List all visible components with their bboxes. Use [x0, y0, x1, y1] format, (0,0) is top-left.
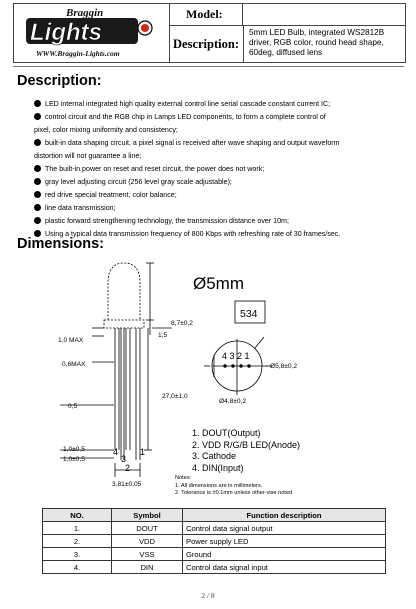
description-value: 5mm LED Bulb, integrated WS2812B driver, RGB color, round head shape, 60deg, diffused lens: [249, 28, 385, 57]
page-number: 2 / 8: [201, 591, 215, 600]
bullet-text: built-in data shaping circuit, a pixel signal is received after wave shaping and output waveform: [45, 139, 340, 147]
bullet-dot-icon: [34, 191, 41, 198]
description-bullet: [34, 98, 406, 111]
description-label: Description:: [169, 26, 244, 62]
col-header-no: NO.: [43, 509, 112, 522]
description-bullet: [34, 111, 406, 124]
description-heading: Description:: [17, 73, 102, 89]
description-bullet: [34, 163, 406, 176]
header-divider: [13, 66, 404, 67]
cell-no: 1.: [43, 522, 112, 535]
dimensions-heading: Dimensions:: [17, 236, 105, 252]
cell-function: Control data signal output: [183, 522, 386, 535]
bullet-text: plastic forward strengthening technology, the transmission distance over 10m;: [45, 217, 289, 225]
dim-zero-five: 0,5: [68, 403, 78, 410]
dim-pitch: 3,81±0,05: [112, 481, 142, 488]
notes-title: Notes:: [175, 475, 192, 481]
bullet-text: red drive special treatment, color balance;: [45, 191, 177, 199]
bullet-dot-icon: [34, 139, 41, 146]
description-row: [169, 26, 405, 62]
logo-top-text: Braggin: [66, 7, 104, 19]
description-bullet: [34, 189, 406, 202]
dim-flange: 1,5: [158, 332, 168, 339]
dim-lead-length: 27,0±1,0: [162, 393, 188, 400]
bullet-text: line data transmission;: [45, 204, 116, 212]
bullet-dot-icon: [34, 204, 41, 211]
pin-list-item: 1. DOUT(Output): [192, 428, 261, 438]
diameter-label: Ø5mm: [193, 274, 244, 293]
top-view-pin-numbers: 4 3 2 1: [222, 351, 250, 361]
description-bullet: [34, 202, 406, 215]
cell-symbol: VDD: [112, 535, 183, 548]
description-bullet: [34, 150, 406, 163]
bullet-text: gray level adjusting circuit (256 level gray scale adjustable);: [45, 178, 232, 186]
logo-url-text: WWW.Braggin-Lights.com: [36, 49, 120, 58]
bullet-text: Using a typical data transmission frequency of 800 Kbps with refreshing rate of 30 frames/sec.: [45, 230, 341, 238]
table-row: [43, 522, 386, 535]
table-header-row: [43, 509, 386, 522]
pin-label-1: 1: [140, 447, 146, 457]
table-row: [43, 548, 386, 561]
dim-pin-width-2: 1,0±0,5: [63, 456, 85, 463]
pin-list-item: 4. DIN(Input): [192, 462, 244, 473]
bullet-dot-icon: [34, 178, 41, 185]
col-header-function: Function description: [183, 509, 386, 522]
description-bullet: [34, 137, 406, 150]
dim-zero-six-max: 0,6MAX: [62, 361, 86, 368]
pin-label-4: 4: [113, 447, 119, 457]
bullet-text: distortion will not guarantee a line;: [34, 152, 142, 160]
pin-label-2: 2: [125, 463, 131, 473]
model-row: [169, 4, 405, 26]
cell-symbol: VSS: [112, 548, 183, 561]
bullet-text: pixel, color mixing uniformity and consistency;: [34, 126, 178, 134]
pin-function-table: [42, 508, 386, 574]
note-item: 1. All dimensions are in millimeters.: [175, 482, 263, 489]
bullet-dot-icon: [34, 217, 41, 224]
bullet-text: LED internal integrated high quality external control line serial cascade constant current IC;: [45, 100, 331, 108]
dim-pin-width-1: 1,0±0,5: [63, 446, 85, 453]
table-row: [43, 561, 386, 574]
logo-graphic: [14, 4, 169, 62]
notes: [175, 475, 292, 498]
note-item: 2. Tolerance is ±0.1mm unless other-vise noted: [175, 490, 293, 496]
bullet-dot-icon: [34, 113, 41, 120]
bullet-dot-icon: [34, 100, 41, 107]
col-header-symbol: Symbol: [112, 509, 183, 522]
brand-logo: [14, 4, 170, 62]
dim-outer-diameter: Ø5,8±0,2: [270, 363, 298, 370]
pin-list-item: 2. VDD R/G/B LED(Anode): [192, 439, 301, 450]
pin-list: [192, 428, 300, 474]
part-code: 534: [240, 308, 258, 320]
logo-main-text: Lights: [30, 19, 102, 46]
cell-no: 3.: [43, 548, 112, 561]
dim-inner-diameter: Ø4,8±0,2: [219, 398, 247, 405]
cell-symbol: DIN: [112, 561, 183, 574]
model-label: Model:: [169, 4, 243, 25]
pin-label-3: 3: [121, 454, 127, 464]
dim-height-top: 8,7±0,2: [171, 320, 193, 327]
cell-no: 2.: [43, 535, 112, 548]
table-row: [43, 535, 386, 548]
cell-function: Control data signal input: [183, 561, 386, 574]
cell-symbol: DOUT: [112, 522, 183, 535]
description-bullet: [34, 176, 406, 189]
cell-no: 4.: [43, 561, 112, 574]
header-box: [13, 3, 406, 63]
bullet-text: control circuit and the RGB chip in Lamps LED components, to form a complete control of: [45, 113, 326, 121]
bullet-text: The built-in power on reset and reset circuit, the power does not work;: [45, 165, 265, 173]
bullet-dot-icon: [34, 165, 41, 172]
pin-list-item: 3. Cathode: [192, 451, 237, 461]
cell-function: Power supply LED: [183, 535, 386, 548]
dim-one-max: 1,0 MAX: [58, 337, 84, 344]
description-bullet: [34, 215, 406, 228]
description-bullet: [34, 124, 406, 137]
cell-function: Ground: [183, 548, 386, 561]
